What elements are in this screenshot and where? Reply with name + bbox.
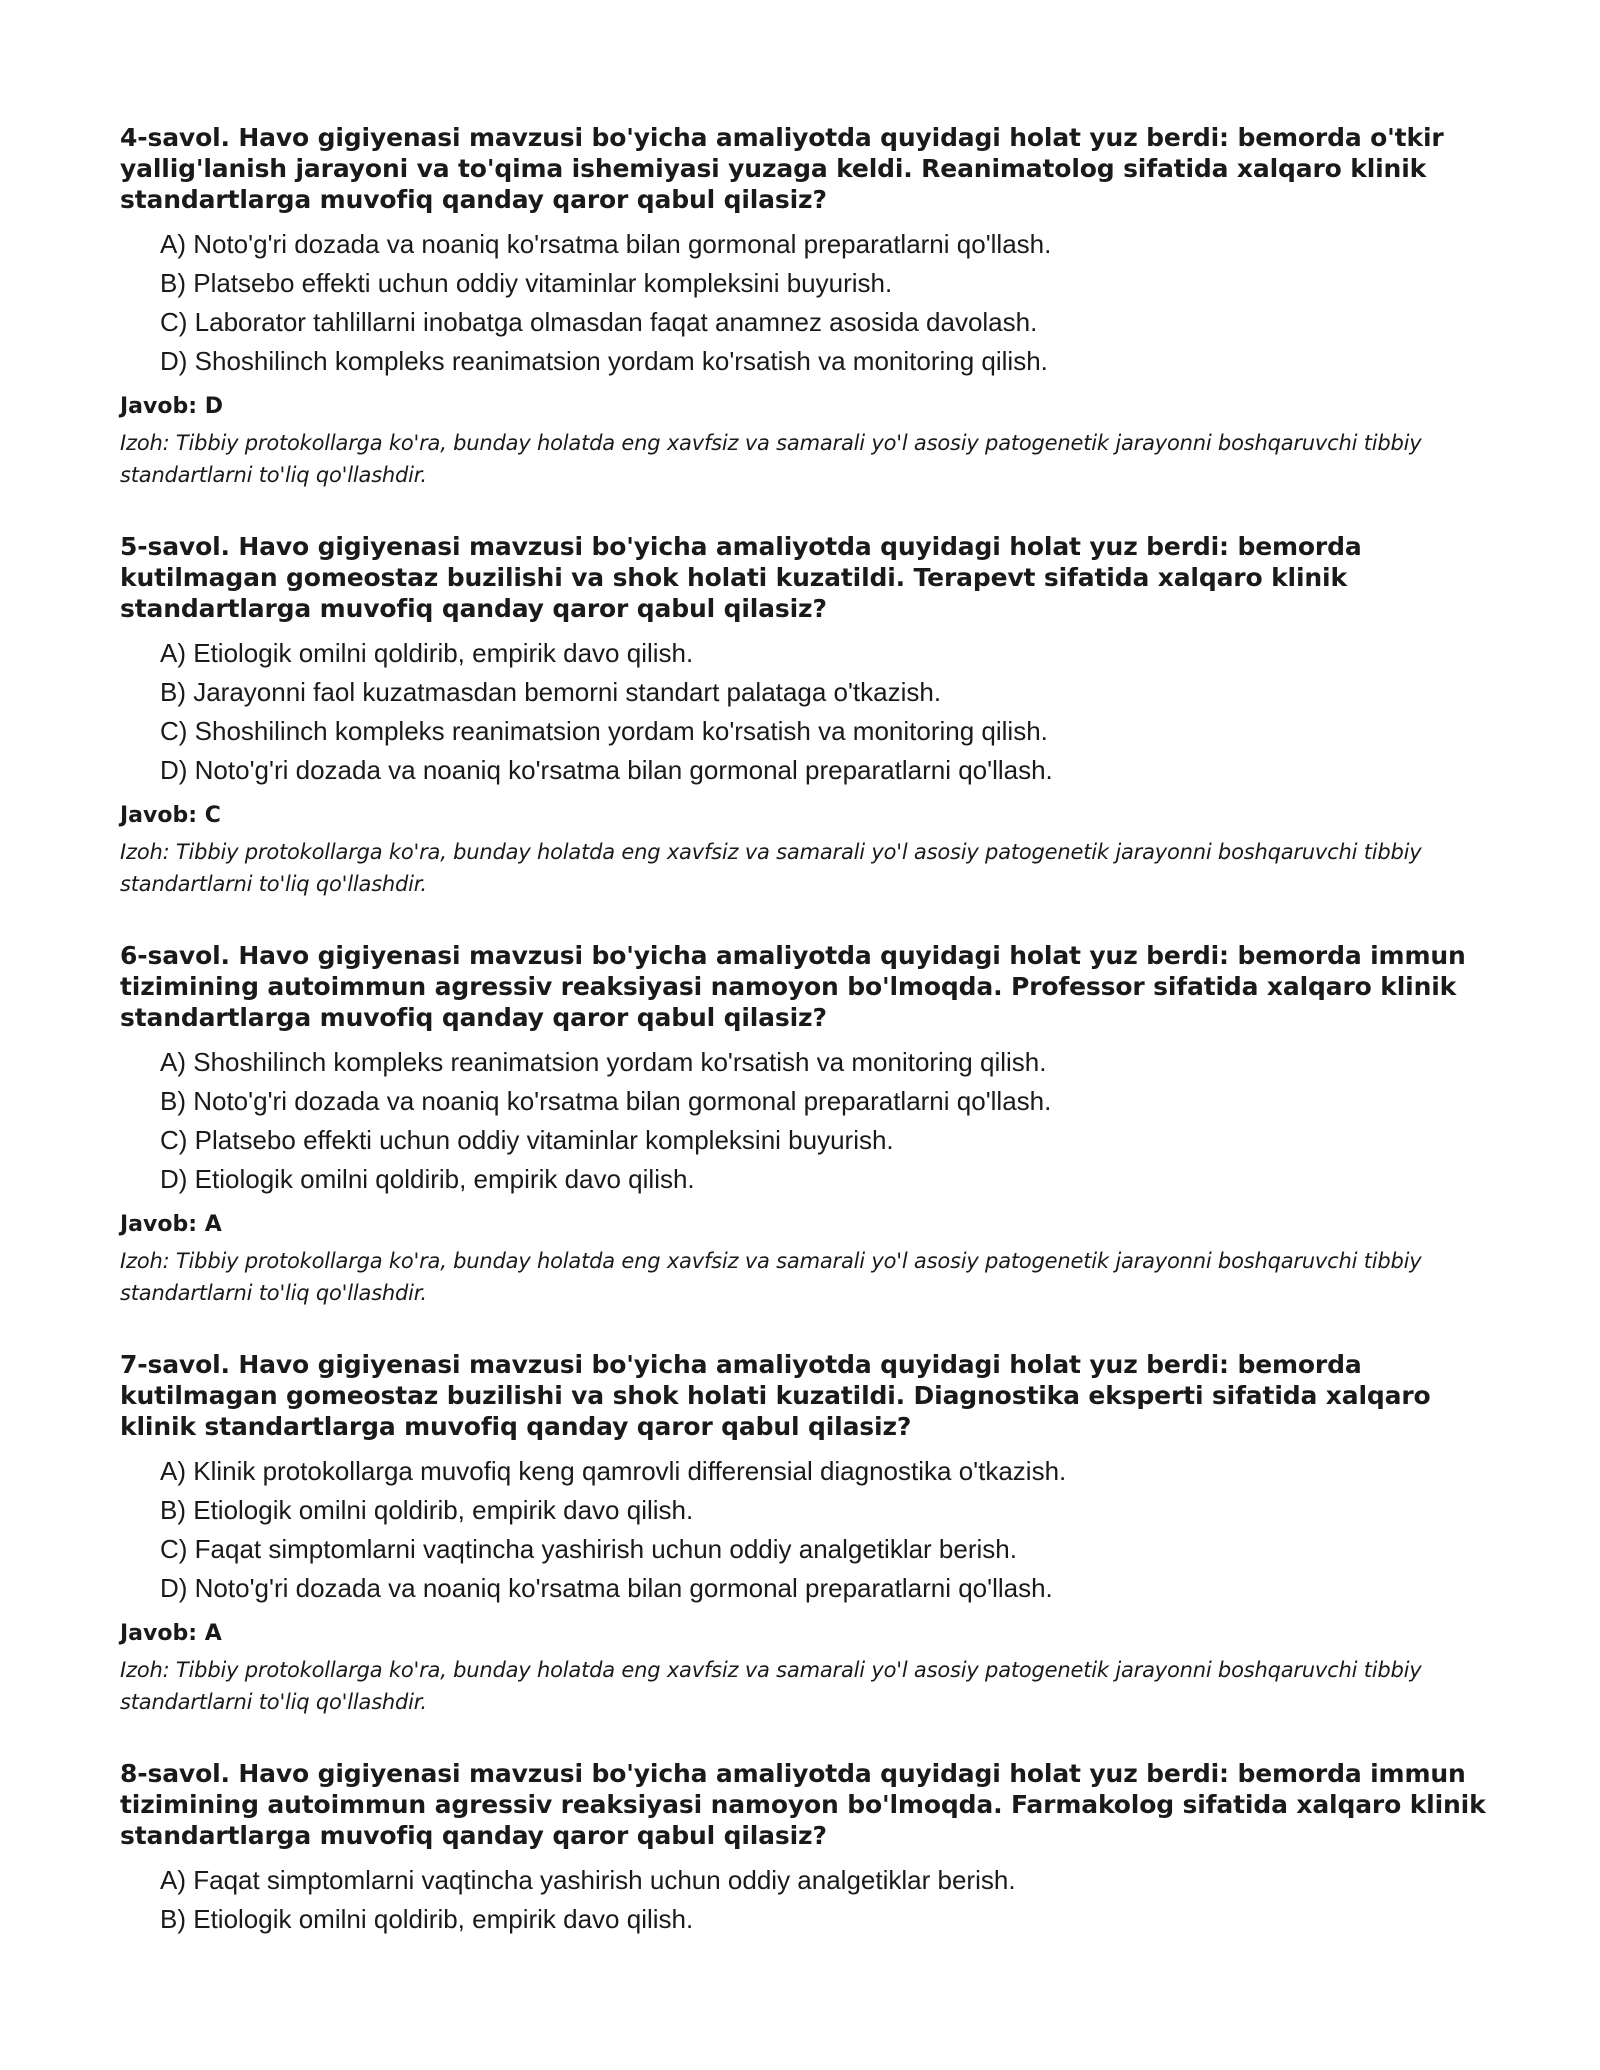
option-d: D) Noto'g'ri dozada va noaniq ko'rsatma bilan gormonal preparatlarni qo'llash. <box>160 755 1053 785</box>
options-list <box>120 225 1500 381</box>
option-a: A) Faqat simptomlarni vaqtincha yashirish uchun oddiy analgetiklar berish. <box>160 1865 1016 1895</box>
options-list <box>120 1861 1500 1939</box>
option-b: B) Jarayonni faol kuzatmasdan bemorni standart palataga o'tkazish. <box>160 677 942 707</box>
option-c: C) Platsebo effekti uchun oddiy vitaminlar kompleksini buyurish. <box>160 1125 894 1155</box>
option-c: C) Laborator tahlillarni inobatga olmasdan faqat anamnez asosida davolash. <box>160 307 1038 337</box>
option-c: C) Shoshilinch kompleks reanimatsion yordam ko'rsatish va monitoring qilish. <box>160 716 1048 746</box>
option-a: A) Klinik protokollarga muvofiq keng qamrovli differensial diagnostika o'tkazish. <box>160 1456 1067 1486</box>
option-d: D) Shoshilinch kompleks reanimatsion yordam ko'rsatish va monitoring qilish. <box>160 346 1048 376</box>
explanation-text: Izoh: Tibbiy protokollarga ko'ra, bunday holatda eng xavfsiz va samarali yo'l asosiy patogenetik jarayonni boshqaruvchi tibbiy standartlarni to'liq qo'llashdir. <box>120 1249 1422 1305</box>
option-b: B) Noto'g'ri dozada va noaniq ko'rsatma bilan gormonal preparatlarni qo'llash. <box>160 1086 1052 1116</box>
question-block <box>120 940 1500 1349</box>
question-block <box>120 1349 1500 1758</box>
answer-line: Javob: D <box>120 394 223 419</box>
option-d: D) Noto'g'ri dozada va noaniq ko'rsatma bilan gormonal preparatlarni qo'llash. <box>160 1573 1053 1603</box>
option-c: C) Faqat simptomlarni vaqtincha yashirish uchun oddiy analgetiklar berish. <box>160 1534 1017 1564</box>
option-a: A) Etiologik omilni qoldirib, empirik davo qilish. <box>160 638 694 668</box>
answer-line: Javob: C <box>120 803 221 828</box>
document-page <box>120 122 1500 1939</box>
options-list <box>120 1043 1500 1199</box>
explanation-text: Izoh: Tibbiy protokollarga ko'ra, bunday holatda eng xavfsiz va samarali yo'l asosiy patogenetik jarayonni boshqaruvchi tibbiy standartlarni to'liq qo'llashdir. <box>120 840 1422 896</box>
explanation-text: Izoh: Tibbiy protokollarga ko'ra, bunday holatda eng xavfsiz va samarali yo'l asosiy patogenetik jarayonni boshqaruvchi tibbiy standartlarni to'liq qo'llashdir. <box>120 1658 1422 1714</box>
option-d: D) Etiologik omilni qoldirib, empirik davo qilish. <box>160 1164 695 1194</box>
answer-line: Javob: A <box>120 1621 222 1646</box>
options-list <box>120 1452 1500 1608</box>
question-block <box>120 1758 1500 1939</box>
question-title: 8-savol. Havo gigiyenasi mavzusi bo'yicha amaliyotda quyidagi holat yuz berdi: bemorda immun tizimining autoimmun agressiv reaksiyasi namoyon bo'lmoqda. Farmakolog sifatida xalqaro klinik standartlarga muvofiq qanday qaror qabul qilasiz? <box>120 1759 1486 1850</box>
option-a: A) Noto'g'ri dozada va noaniq ko'rsatma bilan gormonal preparatlarni qo'llash. <box>160 229 1052 259</box>
option-b: B) Etiologik omilni qoldirib, empirik davo qilish. <box>160 1495 694 1525</box>
option-b: B) Platsebo effekti uchun oddiy vitaminlar kompleksini buyurish. <box>160 268 893 298</box>
explanation-text: Izoh: Tibbiy protokollarga ko'ra, bunday holatda eng xavfsiz va samarali yo'l asosiy patogenetik jarayonni boshqaruvchi tibbiy standartlarni to'liq qo'llashdir. <box>120 431 1422 487</box>
question-title: 6-savol. Havo gigiyenasi mavzusi bo'yicha amaliyotda quyidagi holat yuz berdi: bemorda immun tizimining autoimmun agressiv reaksiyasi namoyon bo'lmoqda. Professor sifatida xalqaro klinik standartlarga muvofiq qanday qaror qabul qilasiz? <box>120 941 1466 1032</box>
question-block <box>120 122 1500 531</box>
question-title: 4-savol. Havo gigiyenasi mavzusi bo'yicha amaliyotda quyidagi holat yuz berdi: bemorda o'tkir yallig'lanish jarayoni va to'qima ishemiyasi yuzaga keldi. Reanimatolog sifatida xalqaro klinik standartlarga muvofiq qanday qaror qabul qilasiz? <box>120 123 1444 214</box>
options-list <box>120 634 1500 790</box>
question-title: 5-savol. Havo gigiyenasi mavzusi bo'yicha amaliyotda quyidagi holat yuz berdi: bemorda kutilmagan gomeostaz buzilishi va shok holati kuzatildi. Terapevt sifatida xalqaro klinik standartlarga muvofiq qanday qaror qabul qilasiz? <box>120 532 1362 623</box>
option-b: B) Etiologik omilni qoldirib, empirik davo qilish. <box>160 1904 694 1934</box>
option-a: A) Shoshilinch kompleks reanimatsion yordam ko'rsatish va monitoring qilish. <box>160 1047 1047 1077</box>
question-title: 7-savol. Havo gigiyenasi mavzusi bo'yicha amaliyotda quyidagi holat yuz berdi: bemorda kutilmagan gomeostaz buzilishi va shok holati kuzatildi. Diagnostika eksperti sifatida xalqaro klinik standartlarga muvofiq qanday qaror qabul qilasiz? <box>120 1350 1431 1441</box>
question-block <box>120 531 1500 940</box>
answer-line: Javob: A <box>120 1212 222 1237</box>
